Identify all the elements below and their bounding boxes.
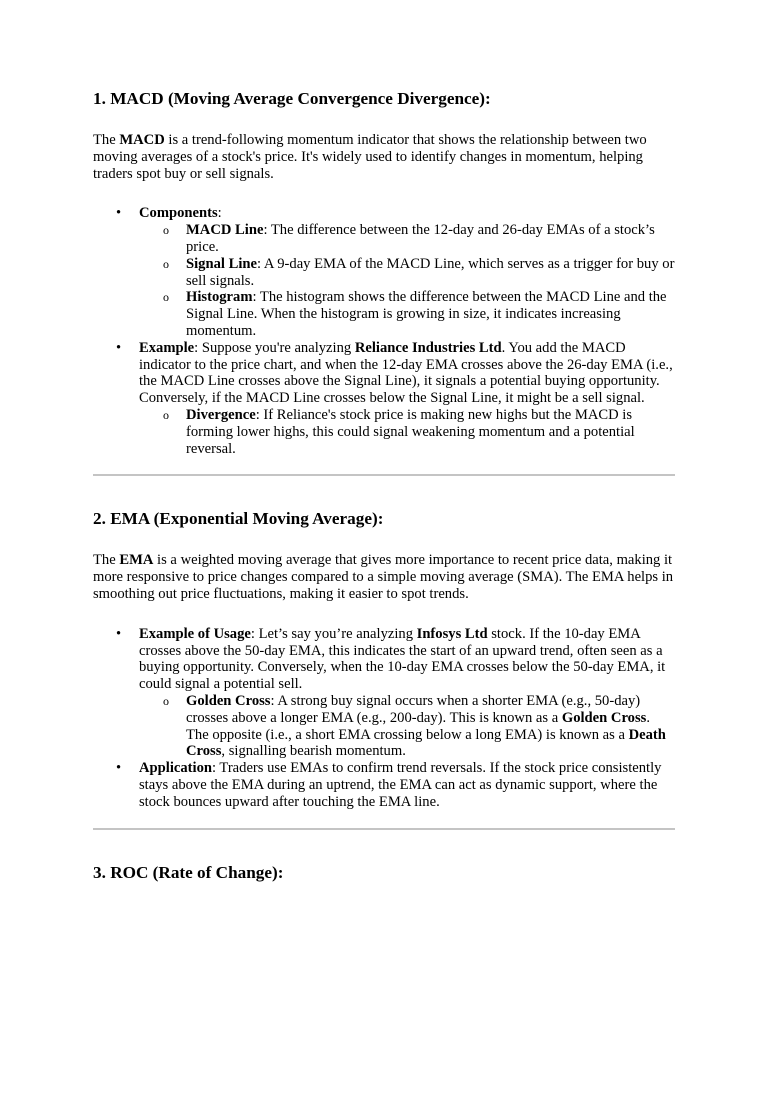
histogram-text: : The histogram shows the difference between the MACD Line and the Signal Line. When the histogram is growing in size, it indicates increasing momentum. [186, 289, 667, 339]
divergence-text: : If Reliance's stock price is making new highs but the MACD is forming lower highs, this could signal weakening momentum and a potential reversal. [186, 406, 635, 457]
usage-item [139, 626, 675, 760]
document-page [0, 89, 768, 1113]
components-label: Components [139, 205, 218, 222]
example-item [139, 340, 675, 458]
section-divider [93, 828, 675, 830]
components-sublist [139, 222, 675, 340]
section-2-heading: 2. EMA (Exponential Moving Average): [93, 509, 384, 529]
components-item [139, 205, 675, 339]
intro-text-pre: The [93, 132, 120, 148]
divergence-term: Divergence [186, 406, 256, 423]
usage-sublist [139, 693, 675, 760]
golden-cross-text-1: : A strong buy signal occurs when a shorter EMA (e.g., 50-day) crosses above a longer EMA (e.g., 200-day). This is known as a [186, 692, 641, 726]
application-text: : Traders use EMAs to confirm trend reversals. If the stock price consistently stays above the EMA during an uptrend, the EMA can act as dynamic support, where the stock bounces upward after touching the EMA line. [139, 760, 662, 810]
divergence-item [186, 407, 675, 457]
application-item [139, 760, 675, 810]
section-divider [93, 474, 675, 476]
section-2-intro [93, 552, 675, 602]
usage-text-2: stock. If the 10-day EMA crosses above the 50-day EMA, this indicates the start of an upward trend, often seen as a buying opportunity. Conversely, when the 10-day EMA crosses below the 50-day EMA, it could signal a potential sell. [139, 625, 666, 693]
section-1-list [93, 205, 675, 457]
death-cross-term: Death Cross [186, 726, 666, 760]
usage-label: Example of Usage [139, 625, 251, 642]
macd-line-text: : The difference between the 12-day and 26-day EMAs of a stock’s price. [186, 222, 655, 255]
section-3-heading: 3. ROC (Rate of Change): [93, 862, 284, 882]
section-1-intro [93, 132, 675, 182]
intro-text-pre: The [93, 552, 120, 569]
example-sublist [139, 407, 675, 457]
usage-company: Infosys Ltd [416, 625, 488, 642]
application-label: Application [139, 760, 212, 777]
example-text-2: . You add the MACD indicator to the price chart, and when the 12-day EMA crosses above the 26-day EMA (i.e., the MACD Line crosses above the Signal Line), it signals a potential buying opportunity. Conversely, if the MACD Line crosses below the Signal Line, it might be a sell signal. [139, 339, 673, 407]
golden-cross-text-2: . The opposite (i.e., a short EMA crossing below a long EMA) is known as a [186, 709, 650, 743]
golden-cross-item [186, 693, 675, 760]
signal-line-item [186, 256, 675, 290]
histogram-item [186, 289, 675, 339]
macd-line-item [186, 222, 675, 256]
golden-cross-term-2: Golden Cross [561, 709, 647, 726]
section-2-list [93, 626, 675, 811]
intro-term: MACD [119, 132, 165, 148]
intro-text-post: is a weighted moving average that gives more importance to recent price data, making it more responsive to price changes compared to a simple moving average (SMA). The EMA helps in smoothing out price fluctuations, making it easier to spot trends. [93, 552, 674, 602]
example-text-1: : Suppose you're analyzing [194, 339, 355, 356]
macd-line-term: MACD Line [186, 222, 264, 239]
section-1-heading: 1. MACD (Moving Average Convergence Divergence): [93, 89, 491, 108]
usage-text-1: : Let’s say you’re analyzing [250, 625, 417, 642]
golden-cross-text-3: , signalling bearish momentum. [221, 743, 406, 760]
components-colon: : [217, 205, 222, 222]
example-label: Example [139, 339, 195, 356]
histogram-term: Histogram [186, 289, 253, 306]
golden-cross-term: Golden Cross [186, 692, 271, 709]
intro-term: EMA [119, 552, 154, 569]
signal-line-text: : A 9-day EMA of the MACD Line, which serves as a trigger for buy or sell signals. [186, 255, 675, 289]
signal-line-term: Signal Line [186, 255, 257, 272]
intro-text-post: is a trend-following momentum indicator that shows the relationship between two moving averages of a stock's price. It's widely used to identify changes in momentum, helping traders spot buy or sell signals. [93, 132, 647, 182]
example-company: Reliance Industries Ltd [354, 339, 502, 356]
